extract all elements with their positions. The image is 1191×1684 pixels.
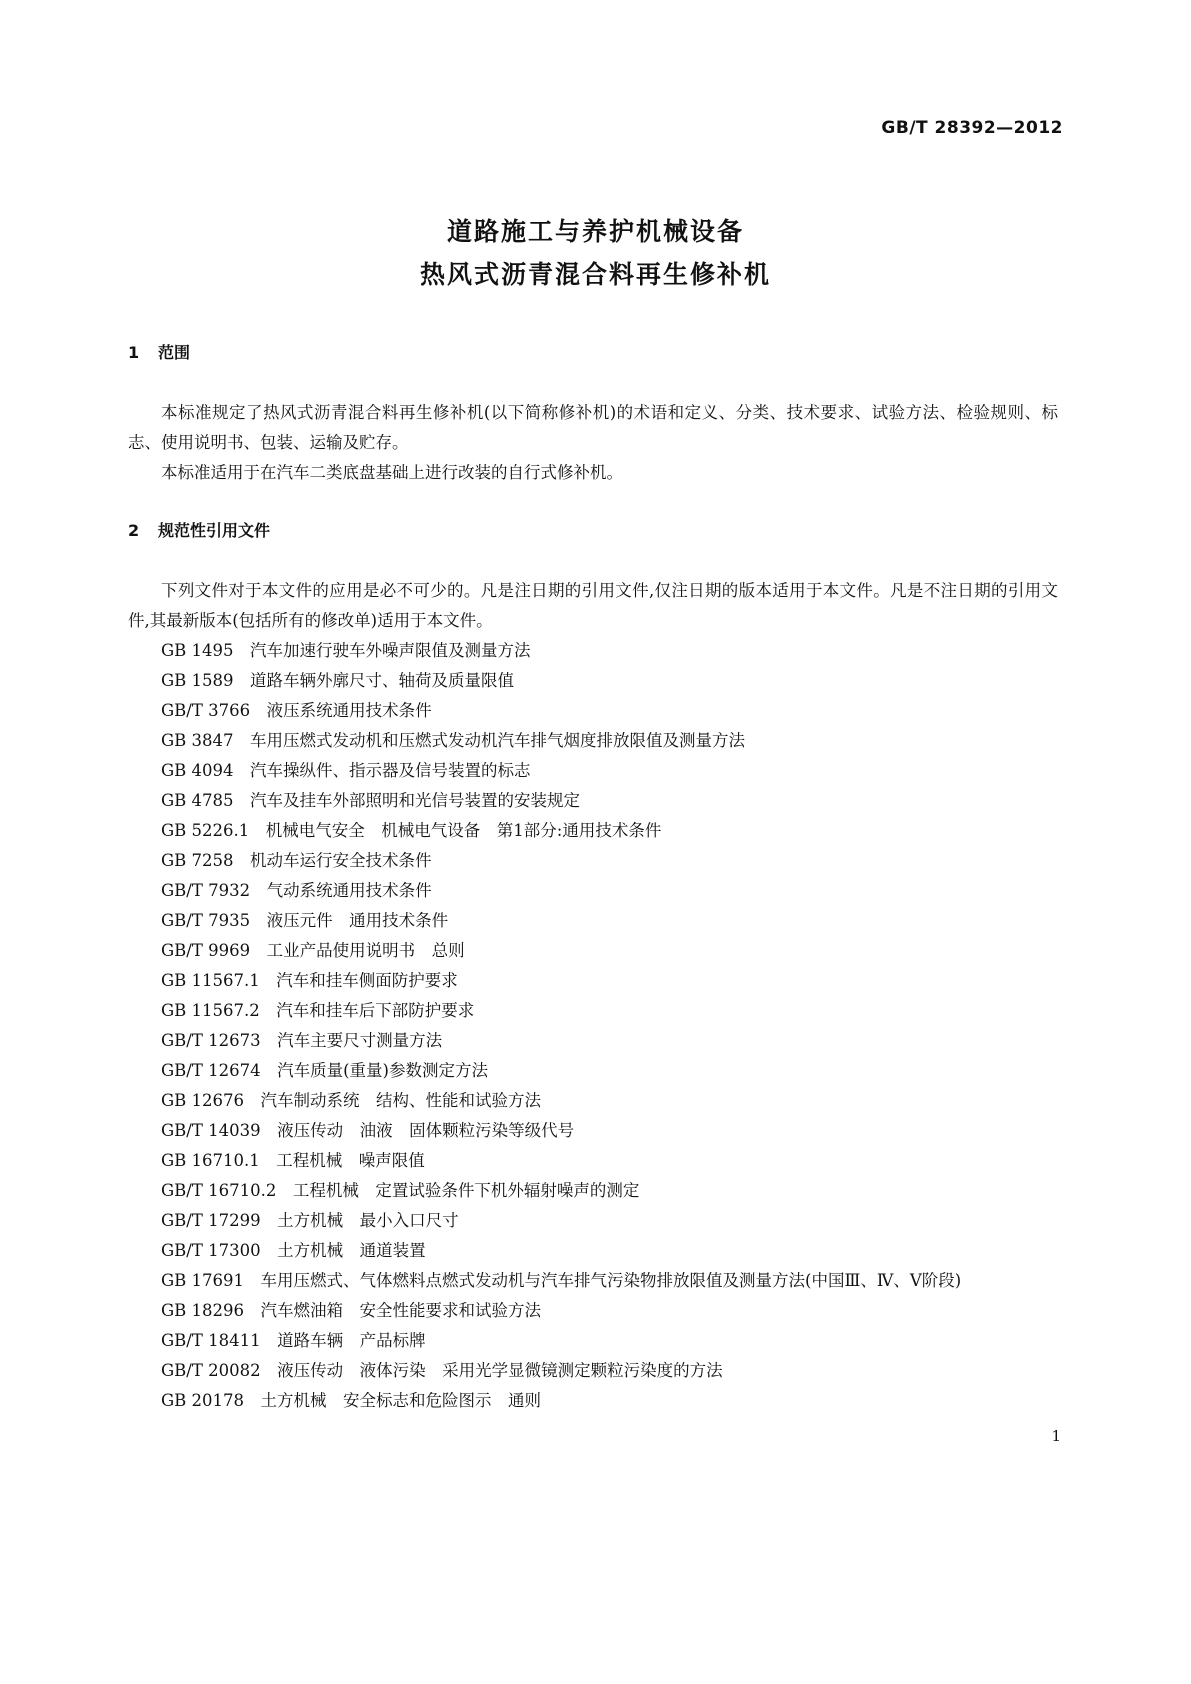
reference-code: GB/T 20082	[161, 1361, 261, 1380]
reference-title: 土方机械 通道装置	[277, 1241, 426, 1260]
document-title	[0, 210, 1191, 296]
reference-code: GB 17691	[161, 1271, 245, 1290]
section-heading-normative-references	[128, 516, 1058, 546]
reference-list	[128, 636, 1058, 1416]
reference-item	[128, 1026, 1058, 1056]
reference-code: GB/T 17300	[161, 1241, 261, 1260]
reference-code: GB/T 17299	[161, 1211, 261, 1230]
reference-title: 工业产品使用说明书 总则	[266, 941, 465, 960]
reference-item	[128, 1386, 1058, 1416]
reference-code: GB 18296	[161, 1301, 245, 1320]
reference-item	[128, 1206, 1058, 1236]
title-line-1: 道路施工与养护机械设备	[446, 217, 744, 246]
reference-item	[128, 1296, 1058, 1326]
reference-code: GB/T 12674	[161, 1061, 261, 1080]
reference-code: GB/T 7932	[161, 881, 251, 900]
reference-item	[128, 696, 1058, 726]
reference-title: 液压传动 液体污染 采用光学显微镜测定颗粒污染度的方法	[277, 1361, 723, 1380]
page-number: 1	[1051, 1427, 1061, 1445]
reference-item	[128, 1236, 1058, 1266]
reference-title: 液压系统通用技术条件	[266, 701, 432, 720]
reference-title: 工程机械 定置试验条件下机外辐射噪声的测定	[292, 1181, 640, 1200]
reference-title: 汽车操纵件、指示器及信号装置的标志	[250, 761, 531, 780]
reference-title: 气动系统通用技术条件	[266, 881, 432, 900]
scope-paragraph: 本标准适用于在汽车二类底盘基础上进行改装的自行式修补机。	[161, 463, 623, 482]
reference-item	[128, 1146, 1058, 1176]
section-heading-scope	[128, 338, 1058, 368]
reference-code: GB 11567.2	[161, 1001, 260, 1020]
reference-code: GB 4094	[161, 761, 234, 780]
reference-title: 汽车燃油箱 安全性能要求和试验方法	[260, 1301, 542, 1320]
reference-code: GB 12676	[161, 1091, 245, 1110]
reference-title: 土方机械 最小入口尺寸	[277, 1211, 459, 1230]
reference-item	[128, 996, 1058, 1026]
reference-code: GB 4785	[161, 791, 234, 810]
reference-title: 汽车制动系统 结构、性能和试验方法	[260, 1091, 542, 1110]
reference-code: GB 20178	[161, 1391, 245, 1410]
reference-item	[128, 906, 1058, 936]
reference-title: 汽车和挂车后下部防护要求	[276, 1001, 475, 1020]
section-title: 范围	[158, 343, 191, 362]
reference-title: 工程机械 噪声限值	[276, 1151, 425, 1170]
reference-item	[128, 756, 1058, 786]
reference-code: GB 7258	[161, 851, 234, 870]
reference-item	[128, 636, 1058, 666]
reference-title: 汽车加速行驶车外噪声限值及测量方法	[250, 641, 531, 660]
reference-code: GB/T 14039	[161, 1121, 261, 1140]
reference-item	[128, 816, 1058, 846]
reference-item	[128, 1086, 1058, 1116]
reference-code: GB 11567.1	[161, 971, 260, 990]
reference-title: 车用压燃式发动机和压燃式发动机汽车排气烟度排放限值及测量方法	[250, 731, 746, 750]
section-number: 1	[128, 343, 140, 362]
reference-item	[128, 936, 1058, 966]
reference-title: 土方机械 安全标志和危险图示 通则	[260, 1391, 542, 1410]
reference-code: GB/T 12673	[161, 1031, 261, 1050]
reference-title: 汽车质量(重量)参数测定方法	[277, 1061, 488, 1080]
reference-title: 汽车及挂车外部照明和光信号装置的安装规定	[250, 791, 581, 810]
scope-paragraph: 本标准规定了热风式沥青混合料再生修补机(以下简称修补机)的术语和定义、分类、技术要求、试验方法、检验规则、标志、使用说明书、包装、运输及贮存。	[128, 403, 1058, 452]
references-intro: 下列文件对于本文件的应用是必不可少的。凡是注日期的引用文件,仅注日期的版本适用于本文件。凡是不注日期的引用文件,其最新版本(包括所有的修改单)适用于本文件。	[128, 581, 1058, 630]
reference-code: GB 3847	[161, 731, 234, 750]
reference-item	[128, 966, 1058, 996]
reference-item	[128, 1266, 1058, 1296]
reference-title: 机动车运行安全技术条件	[250, 851, 432, 870]
section-number: 2	[128, 521, 140, 540]
reference-code: GB 16710.1	[161, 1151, 260, 1170]
reference-code: GB/T 18411	[161, 1331, 261, 1350]
reference-code: GB 1495	[161, 641, 234, 660]
reference-title: 汽车主要尺寸测量方法	[277, 1031, 443, 1050]
reference-title: 道路车辆外廓尺寸、轴荷及质量限值	[250, 671, 515, 690]
reference-item	[128, 726, 1058, 756]
title-line-2: 热风式沥青混合料再生修补机	[419, 260, 771, 289]
reference-title: 液压传动 油液 固体颗粒污染等级代号	[277, 1121, 575, 1140]
reference-code: GB/T 16710.2	[161, 1181, 277, 1200]
reference-item	[128, 1116, 1058, 1146]
reference-title: 液压元件 通用技术条件	[266, 911, 449, 930]
reference-code: GB 5226.1	[161, 821, 250, 840]
reference-code: GB/T 3766	[161, 701, 251, 720]
reference-item	[128, 1356, 1058, 1386]
reference-code: GB/T 9969	[161, 941, 251, 960]
reference-code: GB 1589	[161, 671, 234, 690]
reference-item	[128, 876, 1058, 906]
reference-item	[128, 1056, 1058, 1086]
reference-title: 机械电气安全 机械电气设备 第1部分:通用技术条件	[265, 821, 662, 840]
reference-item	[128, 786, 1058, 816]
document-body	[128, 338, 1058, 1416]
reference-title: 车用压燃式、气体燃料点燃式发动机与汽车排气污染物排放限值及测量方法(中国Ⅲ、Ⅳ、Ⅴ阶段)	[260, 1271, 962, 1290]
reference-item	[128, 1326, 1058, 1356]
section-title: 规范性引用文件	[158, 521, 271, 540]
standard-number: GB/T 28392—2012	[881, 118, 1063, 138]
reference-item	[128, 846, 1058, 876]
reference-item	[128, 1176, 1058, 1206]
reference-title: 汽车和挂车侧面防护要求	[276, 971, 458, 990]
reference-title: 道路车辆 产品标牌	[277, 1331, 426, 1350]
reference-item	[128, 666, 1058, 696]
reference-code: GB/T 7935	[161, 911, 251, 930]
